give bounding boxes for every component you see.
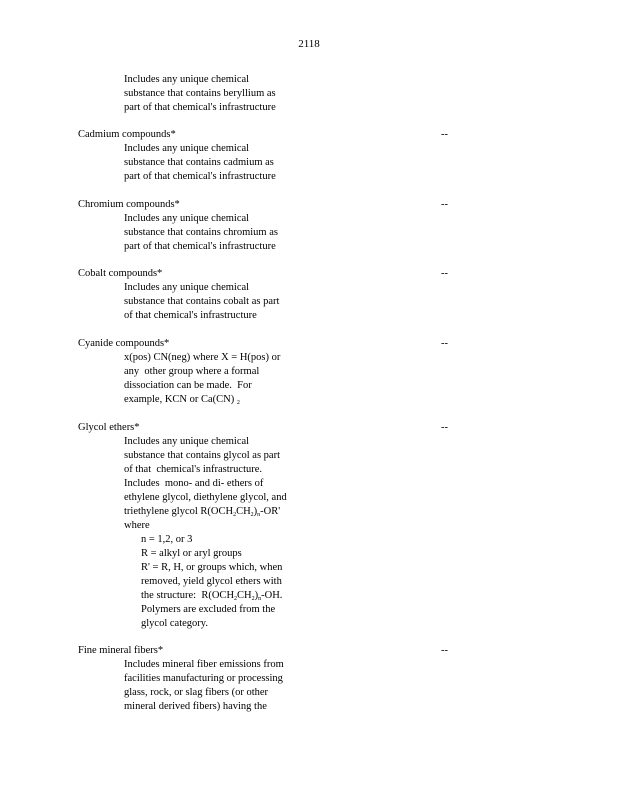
definition-line: n = 1,2, or 3 [141,534,193,545]
entry-name: Cobalt compounds* [78,268,163,279]
entry-fine-mineral-fibers [0,644,618,714]
entry-name: Glycol ethers* [78,422,140,433]
page-number: 2118 [298,38,320,50]
entry-chromium [0,198,618,254]
beryllium-continuation [0,73,618,115]
formula-text: the structure: R(OCH [141,590,235,601]
formula-text: -OR' [260,506,281,517]
entry-description [124,658,324,714]
entry-header [0,267,618,281]
description-line: Includes any unique chemical [124,282,250,293]
entry-description [124,212,324,254]
description-line: substance that contains beryllium as [124,88,276,99]
formula-text: CH [237,590,252,601]
description-line: Includes mineral fiber emissions from [124,659,284,670]
entry-description [124,142,324,184]
description-line: glass, rock, or slag fibers (or other [124,687,269,698]
description-line: mineral derived fibers) having the [124,701,267,712]
description-line: Includes any unique chemical [124,436,250,447]
cyanide-example-text: example, KCN or Ca(CN) [124,394,235,405]
definition-line: glycol category. [141,618,208,629]
subscript: 2 [234,596,238,602]
formula-text: -OH. [261,590,283,601]
description-line: x(pos) CN(neg) where X = H(pos) or [124,352,281,363]
description-line: ethylene glycol, diethylene glycol, and [124,492,287,503]
description-line: Includes mono- and di- ethers of [124,478,264,489]
description-line: part of that chemical's infrastructure [124,171,276,182]
entry-header [0,337,618,351]
entry-glycol-ethers [0,421,618,631]
entry-name: Fine mineral fibers* [78,645,164,656]
entry-cadmium [0,128,618,184]
entry-header [0,644,618,658]
description-line: part of that chemical's infrastructure [124,102,276,113]
entry-cobalt [0,267,618,323]
entry-value: -- [441,268,448,279]
entry-header [0,421,618,435]
definition-line: R = alkyl or aryl groups [141,548,242,559]
description-line: substance that contains chromium as [124,227,278,238]
entry-name: Chromium compounds* [78,199,180,210]
entry-value: -- [441,199,448,210]
entry-cyanide [0,337,618,407]
description-line: of that chemical's infrastructure. [124,464,263,475]
entry-header [0,128,618,142]
formula-text: ) [254,590,259,601]
entry-header [0,198,618,212]
entry-description [124,281,324,323]
description-line: where [124,520,150,531]
description-line: any other group where a formal [124,366,260,377]
entry-value: -- [441,645,448,656]
subscript: n [257,512,261,518]
entry-description [124,351,324,407]
description-line: dissociation can be made. For [124,380,252,391]
subscript: 2 [250,512,254,518]
subscript: 2 [236,400,240,406]
beryllium-description [124,73,324,115]
definition-line: R' = R, H, or groups which, when [141,562,283,573]
description-line: of that chemical's infrastructure [124,310,257,321]
subscript: n [258,596,262,602]
entry-name: Cadmium compounds* [78,129,176,140]
entry-value: -- [441,129,448,140]
description-line [124,393,324,407]
entry-value: -- [441,422,448,433]
description-line: part of that chemical's infrastructure [124,241,276,252]
description-line: substance that contains cobalt as part [124,296,280,307]
description-line: substance that contains cadmium as [124,157,274,168]
definition-line: Polymers are excluded from the [141,604,276,615]
description-line: Includes any unique chemical [124,143,250,154]
formula-text: CH [236,506,251,517]
formula-text: ) [253,506,258,517]
glycol-structure [141,589,324,603]
entry-description [124,435,324,631]
subscript: 2 [251,596,255,602]
description-line: Includes any unique chemical [124,74,250,85]
formula-text: triethylene glycol R(OCH [124,506,234,517]
definition-line: removed, yield glycol ethers with [141,576,282,587]
description-line: substance that contains glycol as part [124,450,280,461]
description-line: Includes any unique chemical [124,213,250,224]
entry-name: Cyanide compounds* [78,338,170,349]
description-line: facilities manufacturing or processing [124,673,283,684]
entry-value: -- [441,338,448,349]
subscript: 2 [233,512,237,518]
glycol-formula [124,505,324,519]
